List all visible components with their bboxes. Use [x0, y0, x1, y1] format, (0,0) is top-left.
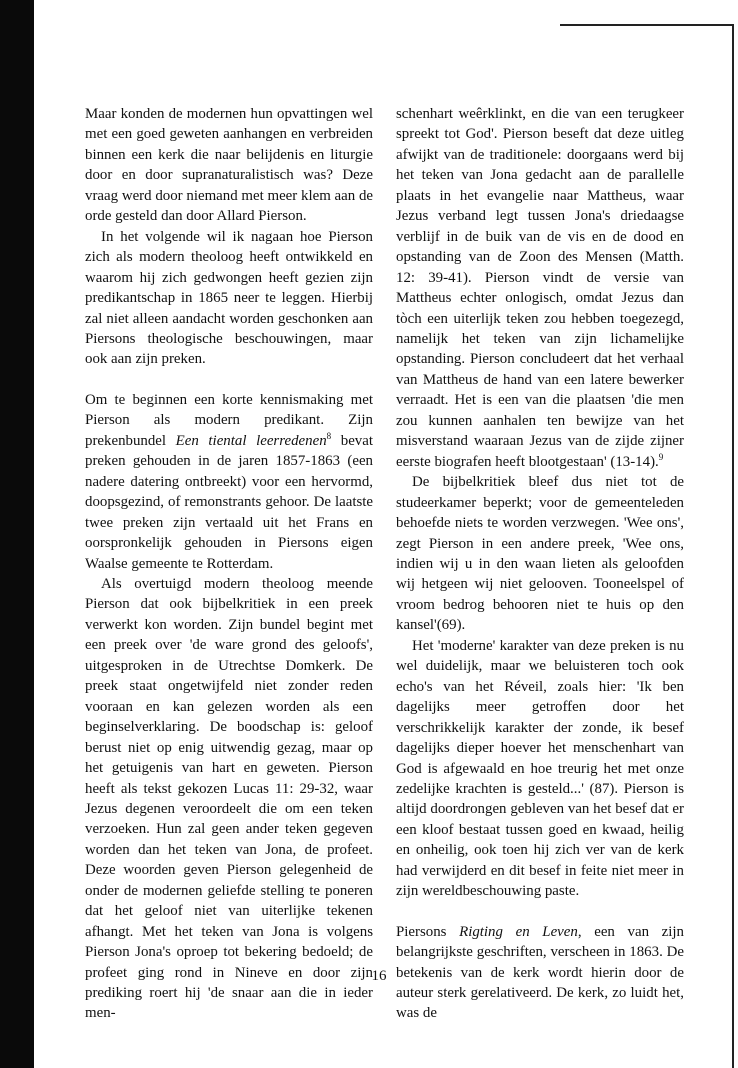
footnote-ref: 9 — [658, 451, 664, 462]
paragraph: Piersons Rigting en Leven, een van zijn belangrijkste geschriften, verscheen in 1863. De betekenis van de kerk wordt hierin door de auteur sterk gerelativeerd. De kerk, zo luidt het, was de — [396, 923, 684, 1022]
scan-border-left — [0, 0, 34, 1068]
paragraph: schenhart weêrklinkt, en die van een terugkeer spreekt tot God'. Pierson beseft dat deze uitleg afwijkt van de traditionele: doorgaans werd bij het teken van Jona gedacht aan de parallelle plaats in het evangelie naar Mattheus, waar Jezus verband legt tussen Jona's driedaagse verblijf in de buik van de vis en de dood en opstanding van de Zoon des Mensen (Matth. 12: 39-41). Pierson vindt de versie van Mattheus echter onlogisch, omdat Jezus dan tòch een uiterlijk teken zou hebben toegezegd, namelijk het teken van zijn lichamelijke opstanding. Pierson concludeert dat het verhaal van Mattheus de hand van een latere bewerker verraadt. Het is een van die plaatsen 'die men zou kunnen aanhalen ten bewijze van het misverstand waaraan Jezus van de zijde zijner eerste biografen heeft blootgestaan' (13-14).$^9$ — [396, 106, 684, 470]
left-column — [85, 104, 373, 1024]
page-number: 16 — [371, 968, 387, 984]
book-title: Een tiental leerredenen — [175, 432, 327, 449]
paragraph: In het volgende wil ik nagaan hoe Pierson zich als modern theoloog heeft ontwikkeld en waarom hij zich gedwongen heeft gezien zijn predikantschap in 1865 neer te leggen. Hierbij zal niet alleen aandacht worden geschonken aan Piersons theologische beschouwingen, maar ook aan zijn preken. — [85, 228, 373, 368]
book-title: Rigting en Leven — [459, 923, 578, 940]
footnote-ref: 8 — [326, 430, 332, 441]
paragraph: Het 'moderne' karakter van deze preken is nu wel duidelijk, maar we beluisteren toch ook echo's van het Réveil, zoals hier: 'Ik ben dagelijks meer getroffen door het verschrikkelijk karakter der zonde, ik besef dagelijks dieper hoever het menschenhart van God is afgewaald en hoe treurig het met onze zedelijke krachten is gesteld...' (87). Pierson is altijd doordrongen gebleven van het besef dat er een kloof bestaat tussen goed en kwaad, heilig en onheilig, ook toen hij zich ver van de kerk had verwijderd en dit besef in feite niet meer in zijn wereldbeschouwing paste. — [396, 637, 684, 900]
scan-edge-top — [560, 24, 734, 26]
scan-edge-right — [732, 24, 734, 1068]
right-column — [396, 104, 684, 1024]
paragraph: De bijbelkritiek bleef dus niet tot de studeerkamer beperkt; voor de gemeenteleden behoefde niets te worden verzwegen. 'Wee ons', zegt Pierson in een andere preek, 'Wee ons, indien wij u in den waan lieten als geloofden wij hetgeen wij niet gelooven. Tooneelspel of vroom bedrog behooren niet te huis op den kansel'(69). — [396, 474, 684, 634]
paragraph: Maar konden de modernen hun opvattingen wel met een goed geweten aanhangen en verbreiden binnen een kerk die naar belijdenis en liturgie door en door supranaturalistisch was? Deze vraag werd door niemand met meer klem aan de orde gesteld dan door Allard Pierson. — [85, 106, 373, 225]
paragraph: Om te beginnen een korte kennismaking met Pierson als modern predikant. Zijn prekenbundel Een tiental leerredenen$^8$ bevat preken gehouden in de jaren 1857-1863 (een nadere datering ontbreekt) voor een hervormd, doopsgezind, of remonstrants gehoor. De laatste twee preken zijn vertaald uit het Frans en oorspronkelijk gehouden in Piersons eigen Waalse gemeente te Rotterdam. — [85, 391, 373, 572]
paragraph: Als overtuigd modern theoloog meende Pierson dat ook bijbelkritiek in een preek verwerkt kon worden. Zijn bundel begint met een preek over 'de ware grond des geloofs', uitgesproken in de Utrechtse Domkerk. De preek staat ongetwijfeld niet zonder reden vooraan en kan gelezen worden als een beginselverklaring. De boodschap is: geloof berust niet op enig uitwendig gezag, maar op het getuigenis van hart en geweten. Pierson heeft als tekst gekozen Lucas 11: 29-32, waar Jezus degenen veroordeelt die om een teken verzoeken. Hun zal geen ander teken gegeven worden dan het teken van Jona, de profeet. Deze woorden geven Pierson gelegenheid de onder de modernen geliefde stelling te poneren dat het geloof niet van uiterlijke tekenen afhangt. Met het teken van Jona is volgens Pierson Jona's oproep tot bekering bedoeld; de profeet ging rond in Nineve en door zijn prediking roert hij 'de snaar aan die in ieder men- — [85, 575, 373, 1022]
